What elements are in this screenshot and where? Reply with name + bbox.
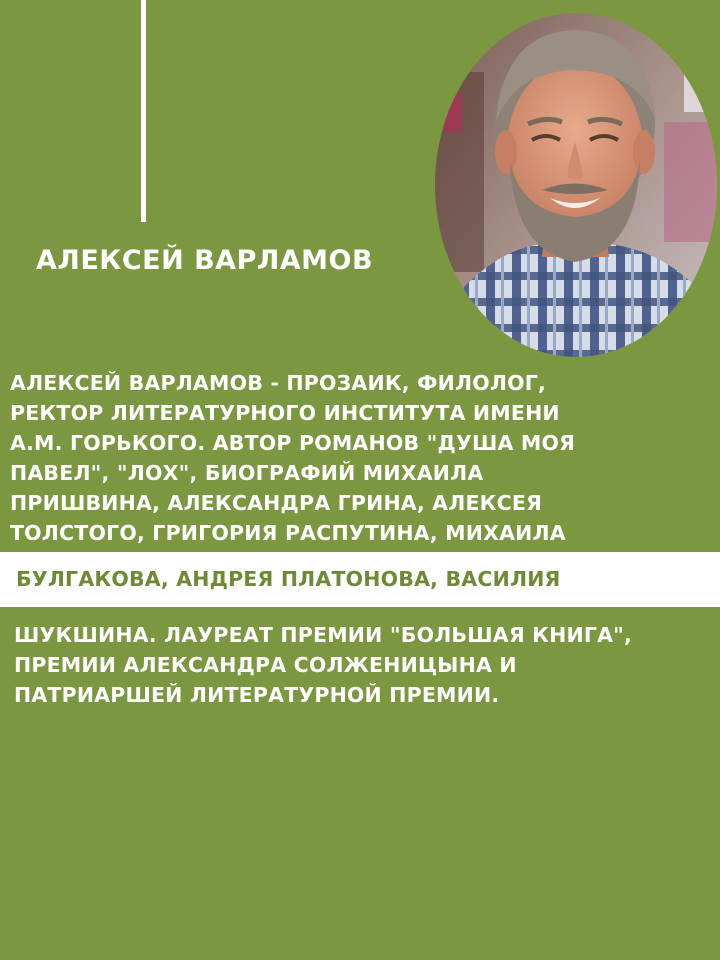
- author-name-title: АЛЕКСЕЙ ВАРЛАМОВ: [36, 245, 374, 276]
- band-line: БУЛГАКОВА, АНДРЕЯ ПЛАТОНОВА, ВАСИЛИЯ: [16, 567, 561, 591]
- bio-line: А.М. ГОРЬКОГО. АВТОР РОМАНОВ "ДУША МОЯ: [10, 431, 576, 455]
- bio-line: ТОЛСТОГО, ГРИГОРИЯ РАСПУТИНА, МИХАИЛА: [10, 521, 566, 545]
- bio-line: ПРИШВИНА, АЛЕКСАНДРА ГРИНА, АЛЕКСЕЯ: [10, 491, 543, 515]
- bio-line: ПРЕМИИ АЛЕКСАНДРА СОЛЖЕНИЦЫНА И: [14, 653, 517, 677]
- bio-line: АЛЕКСЕЙ ВАРЛАМОВ - ПРОЗАИК, ФИЛОЛОГ,: [10, 371, 546, 395]
- highlight-band: [0, 552, 720, 607]
- bio-line: ШУКШИНА. ЛАУРЕАТ ПРЕМИИ "БОЛЬШАЯ КНИГА",: [14, 623, 633, 647]
- bio-paragraph-bottom: [14, 620, 632, 710]
- bio-paragraph-top: [10, 368, 575, 548]
- bio-line: РЕКТОР ЛИТЕРАТУРНОГО ИНСТИТУТА ИМЕНИ: [10, 401, 560, 425]
- vertical-divider-line: [141, 0, 146, 222]
- bio-line: ПАВЕЛ", "ЛОХ", БИОГРАФИЙ МИХАИЛА: [10, 461, 484, 485]
- bio-line: ПАТРИАРШЕЙ ЛИТЕРАТУРНОЙ ПРЕМИИ.: [14, 683, 500, 707]
- person-portrait-icon: [434, 12, 718, 358]
